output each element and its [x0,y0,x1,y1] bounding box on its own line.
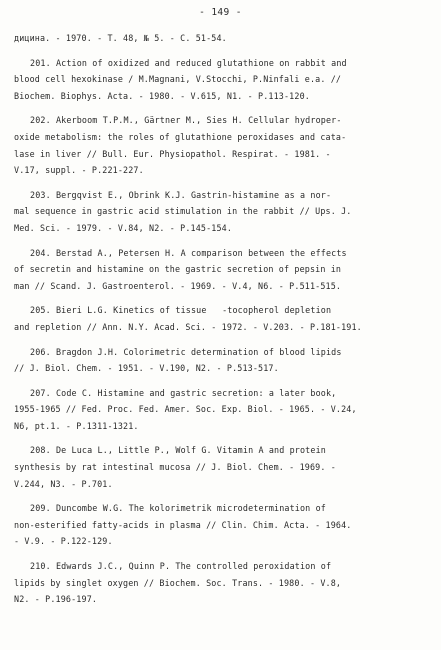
paragraph-gap [14,492,427,500]
reference-line: 206. Bragdon J.H. Colorimetric determination of blood lipids [30,346,342,357]
reference-line: lipids by singlet oxygen // Biochem. Soc. Trans. - 1980. - V.8, [14,577,342,588]
page-number: - 149 - [199,7,242,18]
reference-line: blood cell hexokinase / M.Magnani, V.Stocchi, P.Ninfali e.a. // [14,74,342,85]
paragraph-gap [14,550,427,558]
reference-line: 208. De Luca L., Little P., Wolf G. Vitamin A and protein [30,445,326,456]
paragraph-gap [14,179,427,187]
reference-line: 204. Berstad A., Petersen H. A comparison between the effects [30,247,347,258]
reference-line: and repletion // Ann. N.Y. Acad. Sci. - 1972. - V.203. - P.181-191. [14,321,362,332]
reference-line: 203. Bergqvist E., Obrink K.J. Gastrin-histamine as a nor- [30,189,332,200]
reference-line: N2. - P.196-197. [14,594,98,605]
reference-line: 205. Bieri L.G. Kinetics of tissue -tocopherol depletion [30,305,332,316]
reference-line: Med. Sci. - 1979. - V.84, N2. - P.145-154. [14,222,233,233]
reference-line: man // Scand. J. Gastroenterol. - 1969. - V.4, N6. - P.511-515. [14,280,342,291]
reference-line: дицина. - 1970. - Т. 48, № 5. - С. 51-54. [14,33,227,43]
reference-list [14,30,427,608]
reference-line: V.17, suppl. - P.221-227. [14,165,144,176]
reference-line: 209. Duncombe W.G. The kolorimetrik microdetermination of [30,503,326,514]
reference-line: V.244, N3. - P.701. [14,478,113,489]
reference-line: non-esterified fatty-acids in plasma // Clin. Chim. Acta. - 1964. [14,519,352,530]
paragraph-gap [14,104,427,112]
reference-line: 210. Edwards J.C., Quinn P. The controlled peroxidation of [30,561,332,572]
paragraph-gap [14,294,427,302]
paragraph-gap [14,336,427,344]
reference-line: // J. Biol. Chem. - 1951. - V.190, N2. - P.513-517. [14,363,279,374]
reference-line: 207. Code C. Histamine and gastric secretion: a later book, [30,387,337,398]
reference-line: 202. Akerboom T.P.M., Gärtner M., Sies H. Cellular hydroper- [30,115,342,126]
reference-line: lase in liver // Bull. Eur. Physiopathol. Respirat. - 1981. - [14,148,331,159]
reference-line: mal sequence in gastric acid stimulation in the rabbit // Ups. J. [14,206,352,217]
paragraph-gap [14,237,427,245]
reference-line: 1955-1965 // Fed. Proc. Fed. Amer. Soc. Exp. Biol. - 1965. - V.24, [14,404,357,415]
reference-line: of secretin and histamine on the gastric secretion of pepsin in [14,264,342,275]
reference-line: synthesis by rat intestinal mucosa // J. Biol. Chem. - 1969. - [14,462,336,473]
paragraph-gap [14,434,427,442]
reference-line: - V.9. - P.122-129. [14,536,113,547]
reference-line: 201. Action of oxidized and reduced glutathione on rabbit and [30,57,347,68]
reference-line: oxide metabolism: the roles of glutathione peroxidases and cata- [14,131,347,142]
reference-line: Biochem. Biophys. Acta. - 1980. - V.615, N1. - P.113-120. [14,90,310,101]
paragraph-gap [14,377,427,385]
paragraph-gap [14,47,427,55]
reference-line: N6, pt.1. - P.1311-1321. [14,420,139,431]
